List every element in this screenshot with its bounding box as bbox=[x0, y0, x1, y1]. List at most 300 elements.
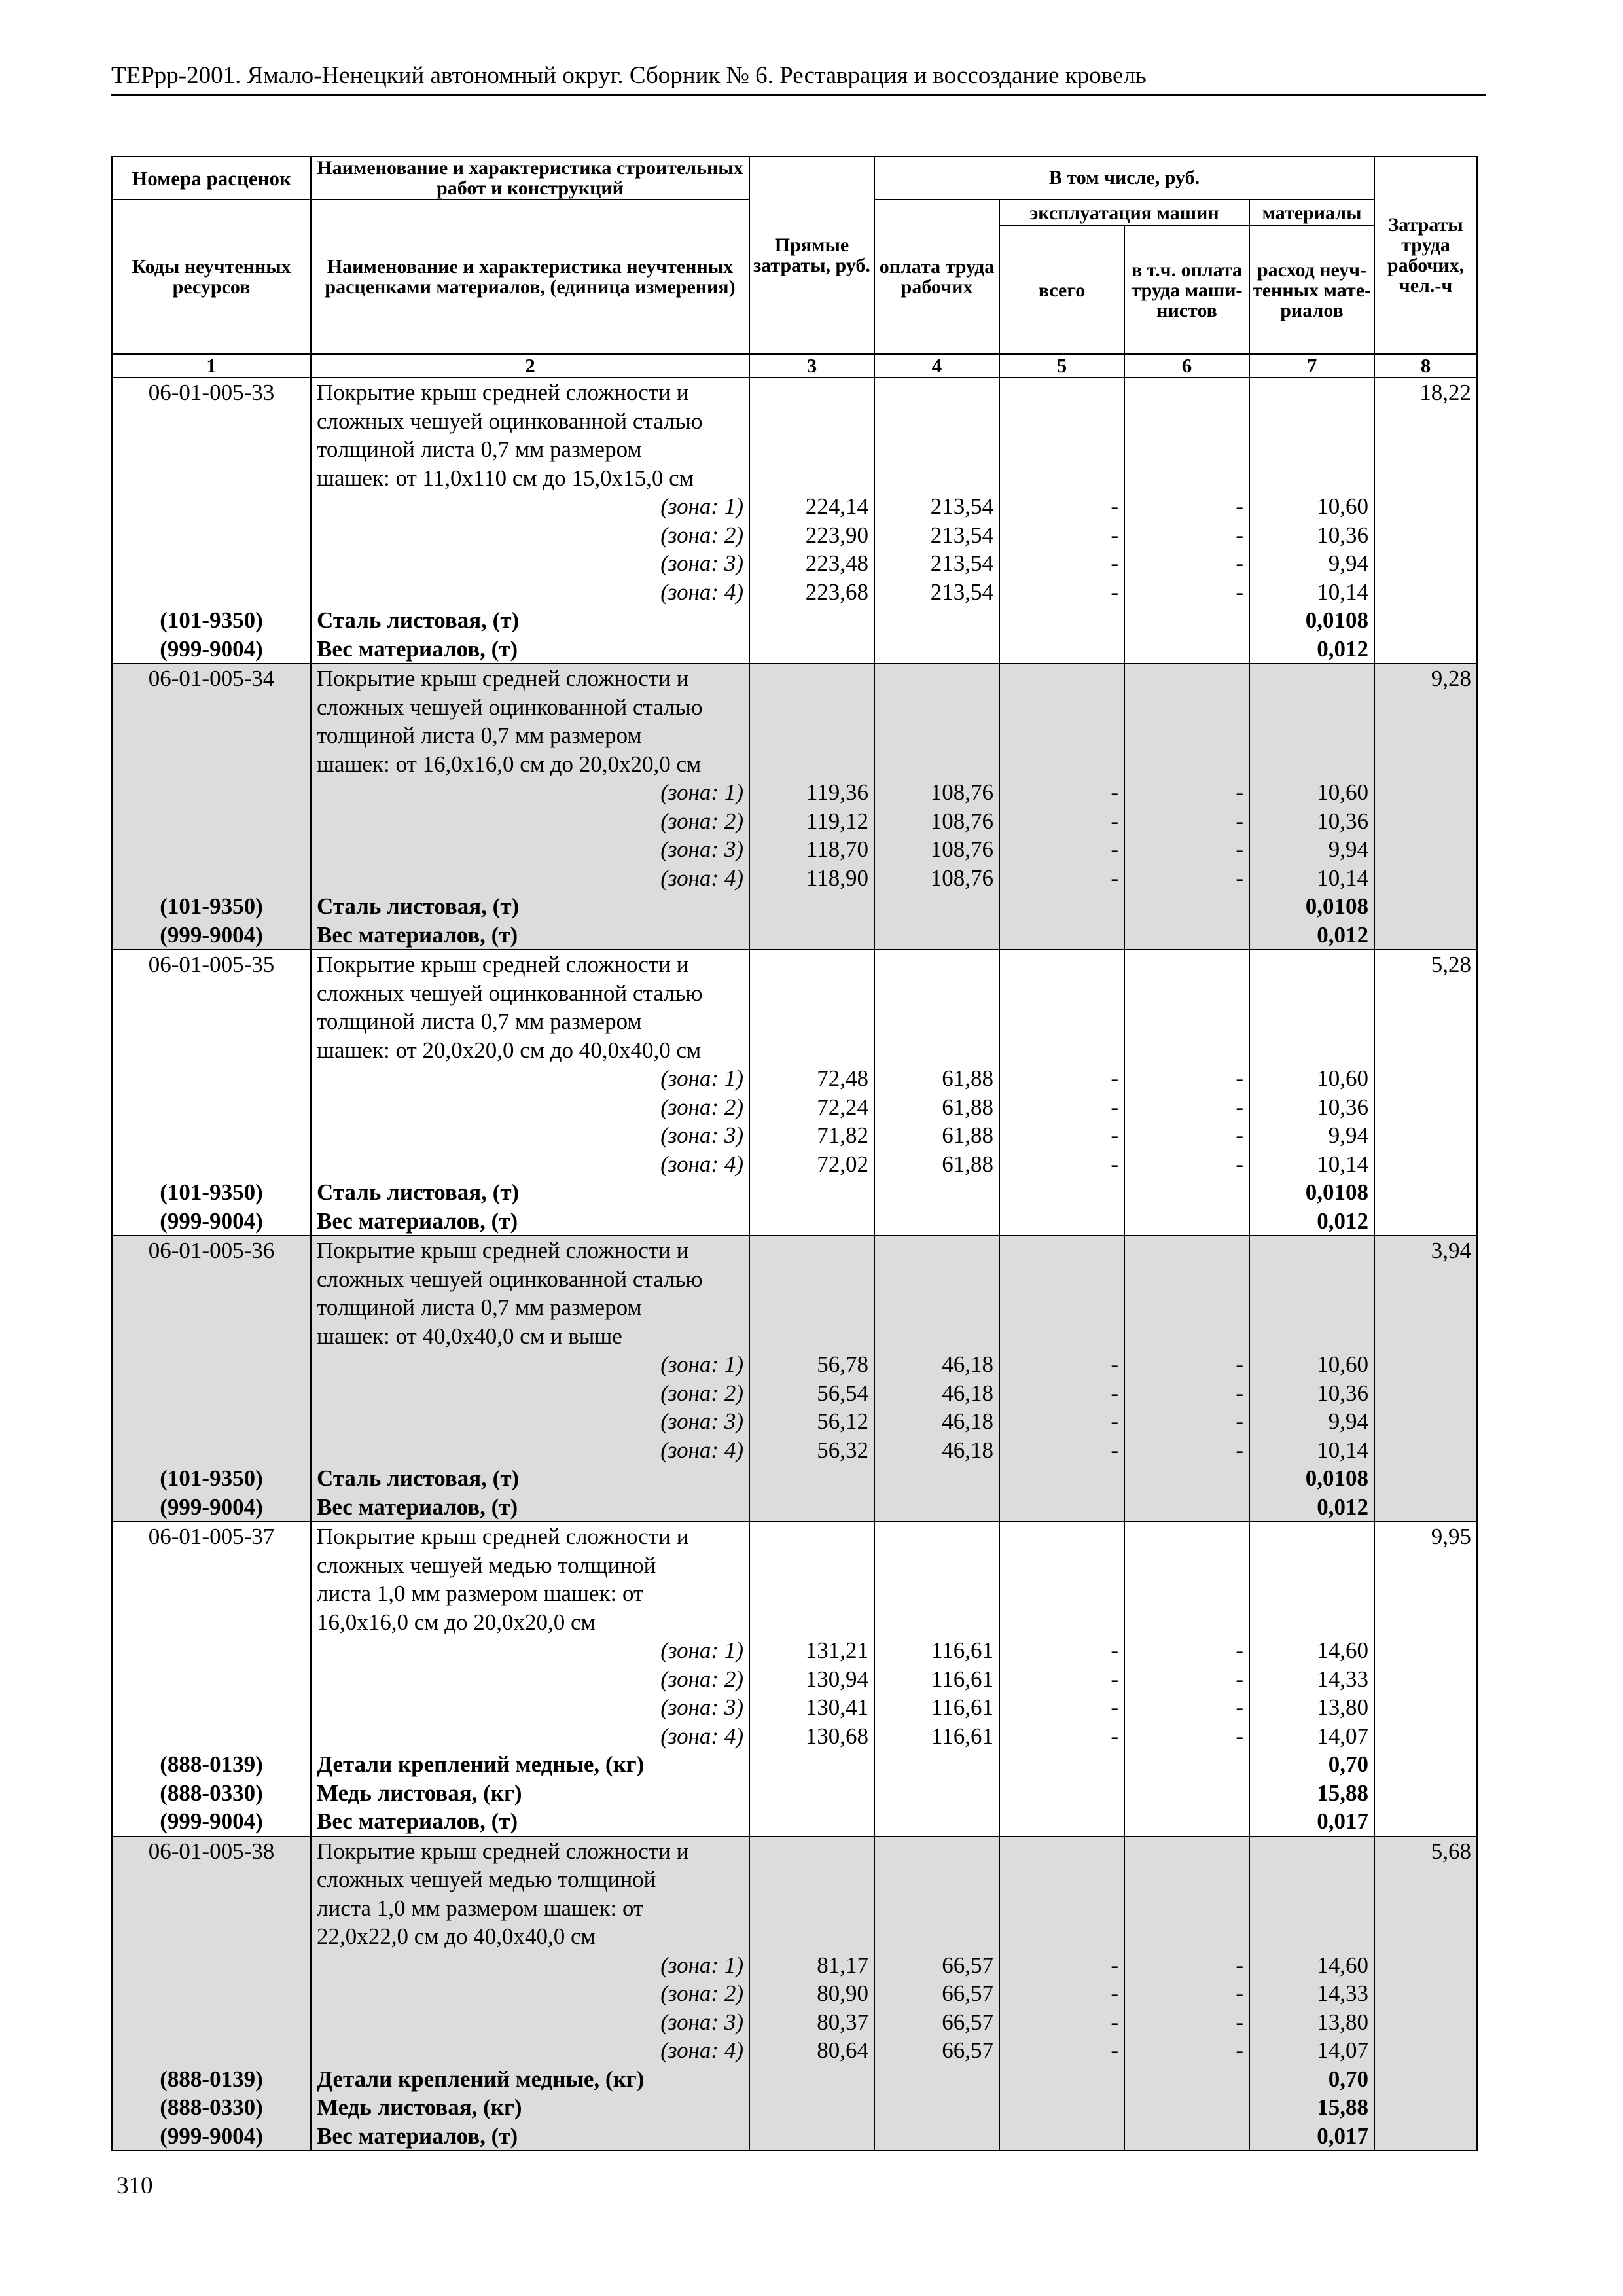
table-cell bbox=[112, 1064, 311, 1093]
resource-quantity: 0,0108 bbox=[1249, 1464, 1374, 1493]
table-cell bbox=[1124, 464, 1249, 493]
labor-pay-value: 108,76 bbox=[874, 778, 999, 807]
rate-description-row bbox=[112, 1522, 1477, 1551]
materials-value: 14,33 bbox=[1249, 1979, 1374, 2008]
table-cell bbox=[999, 1178, 1124, 1207]
table-cell bbox=[999, 1036, 1124, 1065]
labor-pay-value: 46,18 bbox=[874, 1350, 999, 1379]
table-cell bbox=[1124, 1922, 1249, 1951]
resource-row bbox=[112, 1750, 1477, 1779]
labor-pay-value: 66,57 bbox=[874, 1979, 999, 2008]
table-cell bbox=[112, 1036, 311, 1065]
materials-value: 9,94 bbox=[1249, 835, 1374, 864]
resource-code: (999-9004) bbox=[112, 2122, 311, 2151]
materials-value: 13,80 bbox=[1249, 1693, 1374, 1722]
labor-pay-value: 61,88 bbox=[874, 1064, 999, 1093]
zone-label: (зона: 1) bbox=[311, 1636, 749, 1665]
table-cell bbox=[1374, 1093, 1477, 1122]
table-cell bbox=[999, 1837, 1124, 1866]
zone-label: (зона: 2) bbox=[311, 1979, 749, 2008]
table-cell bbox=[1374, 492, 1477, 521]
table-cell bbox=[874, 1265, 999, 1294]
zone-row bbox=[112, 1979, 1477, 2008]
table-cell bbox=[1249, 1236, 1374, 1265]
table-cell bbox=[1124, 664, 1249, 693]
column-number: 1 bbox=[112, 354, 311, 378]
resource-row bbox=[112, 1779, 1477, 1808]
table-cell bbox=[112, 721, 311, 750]
rate-description-line: Покрытие крыш средней сложности и bbox=[311, 664, 749, 693]
table-cell bbox=[749, 921, 874, 950]
machines-total-value: - bbox=[999, 1636, 1124, 1665]
table-cell bbox=[1249, 1007, 1374, 1036]
table-cell bbox=[112, 464, 311, 493]
resource-quantity: 0,70 bbox=[1249, 1750, 1374, 1779]
zone-label: (зона: 4) bbox=[311, 1436, 749, 1465]
table-cell bbox=[999, 1493, 1124, 1522]
table-cell bbox=[1124, 407, 1249, 436]
table-cell bbox=[1374, 864, 1477, 893]
table-cell bbox=[999, 407, 1124, 436]
table-cell bbox=[749, 1322, 874, 1351]
table-cell bbox=[999, 635, 1124, 664]
resource-code: (888-0139) bbox=[112, 1750, 311, 1779]
zone-label: (зона: 1) bbox=[311, 778, 749, 807]
table-cell bbox=[112, 1951, 311, 1980]
table-cell bbox=[1374, 1979, 1477, 2008]
resource-name: Вес материалов, (т) bbox=[311, 2122, 749, 2151]
zone-row bbox=[112, 864, 1477, 893]
table-cell bbox=[1249, 750, 1374, 779]
resource-row bbox=[112, 1807, 1477, 1837]
table-cell bbox=[999, 1807, 1124, 1837]
labor-pay-value: 61,88 bbox=[874, 1150, 999, 1179]
table-cell bbox=[1374, 750, 1477, 779]
table-cell bbox=[874, 664, 999, 693]
rate-code: 06-01-005-38 bbox=[112, 1837, 311, 1866]
table-cell bbox=[1124, 1865, 1249, 1894]
zone-label: (зона: 2) bbox=[311, 1665, 749, 1694]
direct-cost-value: 56,54 bbox=[749, 1379, 874, 1408]
table-cell bbox=[1374, 2008, 1477, 2037]
table-cell bbox=[112, 1665, 311, 1694]
machines-total-value: - bbox=[999, 521, 1124, 550]
table-cell bbox=[1374, 407, 1477, 436]
table-cell bbox=[1374, 1807, 1477, 1837]
table-cell bbox=[999, 1750, 1124, 1779]
zone-row bbox=[112, 1350, 1477, 1379]
resource-quantity: 0,012 bbox=[1249, 635, 1374, 664]
resource-code: (101-9350) bbox=[112, 892, 311, 921]
labor-pay-value: 108,76 bbox=[874, 864, 999, 893]
machines-total-value: - bbox=[999, 1064, 1124, 1093]
table-cell bbox=[749, 979, 874, 1008]
table-cell bbox=[1249, 407, 1374, 436]
zone-label: (зона: 3) bbox=[311, 835, 749, 864]
table-cell bbox=[749, 1007, 874, 1036]
table-cell bbox=[1374, 1322, 1477, 1351]
zone-label: (зона: 3) bbox=[311, 549, 749, 578]
resource-name: Вес материалов, (т) bbox=[311, 1807, 749, 1837]
table-cell bbox=[1374, 1865, 1477, 1894]
resource-row bbox=[112, 606, 1477, 635]
table-cell bbox=[749, 1522, 874, 1551]
zone-label: (зона: 3) bbox=[311, 1693, 749, 1722]
machines-labor-value: - bbox=[1124, 807, 1249, 836]
table-cell bbox=[874, 1807, 999, 1837]
zone-label: (зона: 2) bbox=[311, 807, 749, 836]
rate-description-row bbox=[112, 378, 1477, 407]
table-cell bbox=[999, 750, 1124, 779]
header-materials: материалы bbox=[1249, 200, 1374, 226]
resource-code: (999-9004) bbox=[112, 1207, 311, 1236]
table-cell bbox=[1124, 1493, 1249, 1522]
resource-name: Медь листовая, (кг) bbox=[311, 1779, 749, 1808]
resource-name: Детали креплений медные, (кг) bbox=[311, 1750, 749, 1779]
resource-name: Сталь листовая, (т) bbox=[311, 1178, 749, 1207]
table-cell bbox=[112, 1922, 311, 1951]
table-cell bbox=[749, 2093, 874, 2122]
labor-hours-value: 9,28 bbox=[1374, 664, 1477, 693]
table-cell bbox=[1249, 1522, 1374, 1551]
materials-value: 10,36 bbox=[1249, 1379, 1374, 1408]
zone-label: (зона: 4) bbox=[311, 578, 749, 607]
direct-cost-value: 81,17 bbox=[749, 1951, 874, 1980]
table-cell bbox=[749, 750, 874, 779]
zone-label: (зона: 1) bbox=[311, 1064, 749, 1093]
labor-hours-value: 18,22 bbox=[1374, 378, 1477, 407]
header-resource-codes: Коды неучтенных ресурсов bbox=[112, 200, 311, 354]
table-cell bbox=[874, 1036, 999, 1065]
table-cell bbox=[999, 1579, 1124, 1608]
rate-code: 06-01-005-37 bbox=[112, 1522, 311, 1551]
zone-row bbox=[112, 578, 1477, 607]
table-cell bbox=[874, 1551, 999, 1580]
rate-description-line: сложных чешуей оцинкованной сталью bbox=[311, 407, 749, 436]
zone-row bbox=[112, 807, 1477, 836]
labor-pay-value: 213,54 bbox=[874, 492, 999, 521]
table-cell bbox=[874, 721, 999, 750]
table-cell bbox=[749, 378, 874, 407]
rate-description-line: шашек: от 40,0х40,0 см и выше bbox=[311, 1322, 749, 1351]
table-cell bbox=[1374, 693, 1477, 722]
rates-table bbox=[111, 156, 1478, 2151]
direct-cost-value: 131,21 bbox=[749, 1636, 874, 1665]
page-header: ТЕРрр-2001. Ямало-Ненецкий автономный округ. Сборник № 6. Реставрация и воссоздание кровель bbox=[111, 60, 1486, 96]
table-cell bbox=[1374, 1779, 1477, 1808]
table-cell bbox=[1249, 1894, 1374, 1923]
table-cell bbox=[749, 892, 874, 921]
resource-quantity: 0,012 bbox=[1249, 1207, 1374, 1236]
direct-cost-value: 80,37 bbox=[749, 2008, 874, 2037]
resource-quantity: 15,88 bbox=[1249, 1779, 1374, 1808]
direct-cost-value: 118,70 bbox=[749, 835, 874, 864]
rate-description-row bbox=[112, 1608, 1477, 1637]
header-rate-numbers: Номера расценок bbox=[112, 156, 311, 200]
materials-value: 9,94 bbox=[1249, 549, 1374, 578]
rate-description-row bbox=[112, 1894, 1477, 1923]
table-cell bbox=[1124, 1178, 1249, 1207]
direct-cost-value: 72,48 bbox=[749, 1064, 874, 1093]
table-cell bbox=[999, 921, 1124, 950]
table-cell bbox=[1124, 1293, 1249, 1322]
header-labor-pay: оплата труда рабочих bbox=[874, 200, 999, 354]
table-cell bbox=[1249, 950, 1374, 979]
rate-description-line: Покрытие крыш средней сложности и bbox=[311, 950, 749, 979]
machines-total-value: - bbox=[999, 578, 1124, 607]
rate-description-line: сложных чешуей оцинкованной сталью bbox=[311, 1265, 749, 1294]
resource-code: (101-9350) bbox=[112, 1464, 311, 1493]
labor-pay-value: 213,54 bbox=[874, 549, 999, 578]
rate-description-row bbox=[112, 1922, 1477, 1951]
table-cell bbox=[112, 549, 311, 578]
table-cell bbox=[749, 1894, 874, 1923]
table-cell bbox=[1374, 921, 1477, 950]
table-cell bbox=[749, 635, 874, 664]
machines-total-value: - bbox=[999, 1665, 1124, 1694]
resource-quantity: 0,0108 bbox=[1249, 892, 1374, 921]
table-cell bbox=[1124, 1007, 1249, 1036]
column-number: 2 bbox=[311, 354, 749, 378]
direct-cost-value: 56,32 bbox=[749, 1436, 874, 1465]
table-cell bbox=[1374, 1436, 1477, 1465]
table-cell bbox=[1124, 1036, 1249, 1065]
zone-label: (зона: 3) bbox=[311, 2008, 749, 2037]
rate-description-row bbox=[112, 664, 1477, 693]
table-cell bbox=[874, 1493, 999, 1522]
header-machine-ops: эксплуатация машин bbox=[999, 200, 1249, 226]
rate-code: 06-01-005-36 bbox=[112, 1236, 311, 1265]
zone-label: (зона: 4) bbox=[311, 1150, 749, 1179]
table-cell bbox=[112, 407, 311, 436]
table-cell bbox=[1124, 1579, 1249, 1608]
rate-description-row bbox=[112, 1036, 1477, 1065]
resource-quantity: 0,012 bbox=[1249, 1493, 1374, 1522]
labor-pay-value: 46,18 bbox=[874, 1436, 999, 1465]
direct-cost-value: 80,64 bbox=[749, 2036, 874, 2065]
table-cell bbox=[874, 1207, 999, 1236]
materials-value: 10,14 bbox=[1249, 1150, 1374, 1179]
table-cell bbox=[874, 979, 999, 1008]
machines-labor-value: - bbox=[1124, 1722, 1249, 1751]
zone-row bbox=[112, 1665, 1477, 1694]
table-cell bbox=[1374, 721, 1477, 750]
rate-description-row bbox=[112, 1265, 1477, 1294]
rate-description-row bbox=[112, 435, 1477, 464]
resource-quantity: 0,70 bbox=[1249, 2065, 1374, 2094]
direct-cost-value: 224,14 bbox=[749, 492, 874, 521]
table-cell bbox=[1374, 1894, 1477, 1923]
table-cell bbox=[1124, 921, 1249, 950]
table-cell bbox=[1374, 1379, 1477, 1408]
table-cell bbox=[1374, 606, 1477, 635]
rate-description-row bbox=[112, 750, 1477, 779]
machines-labor-value: - bbox=[1124, 492, 1249, 521]
zone-label: (зона: 1) bbox=[311, 1350, 749, 1379]
resource-name: Вес материалов, (т) bbox=[311, 921, 749, 950]
direct-cost-value: 72,02 bbox=[749, 1150, 874, 1179]
zone-label: (зона: 1) bbox=[311, 492, 749, 521]
machines-total-value: - bbox=[999, 549, 1124, 578]
labor-hours-value: 5,68 bbox=[1374, 1837, 1477, 1866]
direct-cost-value: 80,90 bbox=[749, 1979, 874, 2008]
machines-labor-value: - bbox=[1124, 864, 1249, 893]
resource-code: (999-9004) bbox=[112, 1807, 311, 1837]
resource-row bbox=[112, 1207, 1477, 1236]
table-cell bbox=[1374, 1951, 1477, 1980]
table-cell bbox=[749, 1922, 874, 1951]
machines-labor-value: - bbox=[1124, 1093, 1249, 1122]
table-cell bbox=[1124, 1551, 1249, 1580]
machines-labor-value: - bbox=[1124, 1379, 1249, 1408]
table-cell bbox=[1124, 378, 1249, 407]
zone-row bbox=[112, 1064, 1477, 1093]
table-cell bbox=[1249, 721, 1374, 750]
zone-row bbox=[112, 1693, 1477, 1722]
table-cell bbox=[112, 1608, 311, 1637]
materials-value: 10,60 bbox=[1249, 1350, 1374, 1379]
column-number: 6 bbox=[1124, 354, 1249, 378]
direct-cost-value: 223,68 bbox=[749, 578, 874, 607]
table-cell bbox=[874, 693, 999, 722]
resource-name: Сталь листовая, (т) bbox=[311, 892, 749, 921]
rate-description-line: толщиной листа 0,7 мм размером bbox=[311, 1007, 749, 1036]
table-cell bbox=[1124, 1608, 1249, 1637]
table-cell bbox=[1374, 2093, 1477, 2122]
table-cell bbox=[749, 1265, 874, 1294]
rate-description-line: толщиной листа 0,7 мм размером bbox=[311, 1293, 749, 1322]
labor-pay-value: 116,61 bbox=[874, 1722, 999, 1751]
table-cell bbox=[1374, 1608, 1477, 1637]
table-cell bbox=[874, 1464, 999, 1493]
direct-cost-value: 130,94 bbox=[749, 1665, 874, 1694]
rate-description-line: 16,0х16,0 см до 20,0х20,0 см bbox=[311, 1608, 749, 1637]
labor-pay-value: 46,18 bbox=[874, 1407, 999, 1436]
column-number: 7 bbox=[1249, 354, 1374, 378]
table-cell bbox=[1124, 2122, 1249, 2151]
rate-description-line: шашек: от 11,0х110 см до 15,0х15,0 см bbox=[311, 464, 749, 493]
table-cell bbox=[1249, 1293, 1374, 1322]
resource-name: Вес материалов, (т) bbox=[311, 635, 749, 664]
machines-total-value: - bbox=[999, 807, 1124, 836]
zone-label: (зона: 1) bbox=[311, 1951, 749, 1980]
table-cell bbox=[749, 464, 874, 493]
table-cell bbox=[1249, 1322, 1374, 1351]
zone-row bbox=[112, 1722, 1477, 1751]
table-cell bbox=[112, 1150, 311, 1179]
table-cell bbox=[999, 378, 1124, 407]
table-cell bbox=[999, 464, 1124, 493]
resource-code: (999-9004) bbox=[112, 921, 311, 950]
table-cell bbox=[1249, 1922, 1374, 1951]
table-cell bbox=[874, 1579, 999, 1608]
rate-description-row bbox=[112, 1865, 1477, 1894]
table-cell bbox=[749, 407, 874, 436]
labor-pay-value: 66,57 bbox=[874, 2036, 999, 2065]
materials-value: 10,36 bbox=[1249, 521, 1374, 550]
table-cell bbox=[1249, 1608, 1374, 1637]
resource-row bbox=[112, 2093, 1477, 2122]
table-cell bbox=[1124, 635, 1249, 664]
machines-labor-value: - bbox=[1124, 1979, 1249, 2008]
column-number: 5 bbox=[999, 354, 1124, 378]
rate-description-row bbox=[112, 1551, 1477, 1580]
rate-description-row bbox=[112, 1837, 1477, 1866]
direct-cost-value: 223,48 bbox=[749, 549, 874, 578]
table-cell bbox=[749, 1779, 874, 1808]
table-cell bbox=[1374, 521, 1477, 550]
labor-hours-value: 3,94 bbox=[1374, 1236, 1477, 1265]
table-cell bbox=[874, 950, 999, 979]
labor-pay-value: 116,61 bbox=[874, 1636, 999, 1665]
table-cell bbox=[749, 2122, 874, 2151]
materials-value: 14,60 bbox=[1249, 1951, 1374, 1980]
materials-value: 10,60 bbox=[1249, 778, 1374, 807]
rate-description-line: Покрытие крыш средней сложности и bbox=[311, 378, 749, 407]
table-cell bbox=[874, 1750, 999, 1779]
table-cell bbox=[999, 979, 1124, 1008]
labor-pay-value: 66,57 bbox=[874, 2008, 999, 2037]
materials-value: 10,14 bbox=[1249, 864, 1374, 893]
header-material-name: Наименование и характеристика неучтенных расценками материалов, (единица измерения) bbox=[311, 200, 749, 354]
table-cell bbox=[1249, 1551, 1374, 1580]
table-cell bbox=[749, 664, 874, 693]
table-cell bbox=[112, 693, 311, 722]
table-cell bbox=[1124, 2093, 1249, 2122]
machines-labor-value: - bbox=[1124, 549, 1249, 578]
machines-total-value: - bbox=[999, 1436, 1124, 1465]
table-cell bbox=[112, 1007, 311, 1036]
machines-labor-value: - bbox=[1124, 1350, 1249, 1379]
machines-labor-value: - bbox=[1124, 2036, 1249, 2065]
table-cell bbox=[1249, 378, 1374, 407]
labor-pay-value: 108,76 bbox=[874, 835, 999, 864]
table-cell bbox=[999, 1265, 1124, 1294]
zone-row bbox=[112, 492, 1477, 521]
rate-description-row bbox=[112, 693, 1477, 722]
rate-description-row bbox=[112, 1579, 1477, 1608]
resource-row bbox=[112, 2065, 1477, 2094]
zone-row bbox=[112, 1436, 1477, 1465]
table-cell bbox=[999, 1207, 1124, 1236]
table-cell bbox=[1124, 1894, 1249, 1923]
table-cell bbox=[1374, 1551, 1477, 1580]
labor-pay-value: 116,61 bbox=[874, 1665, 999, 1694]
direct-cost-value: 119,36 bbox=[749, 778, 874, 807]
table-cell bbox=[874, 1779, 999, 1808]
table-cell bbox=[112, 807, 311, 836]
materials-value: 9,94 bbox=[1249, 1121, 1374, 1150]
resource-code: (999-9004) bbox=[112, 635, 311, 664]
labor-hours-value: 5,28 bbox=[1374, 950, 1477, 979]
table-cell bbox=[1374, 549, 1477, 578]
resource-code: (888-0330) bbox=[112, 1779, 311, 1808]
header-direct-costs: Прямые затраты, руб. bbox=[749, 156, 874, 354]
table-cell bbox=[749, 721, 874, 750]
zone-row bbox=[112, 521, 1477, 550]
machines-labor-value: - bbox=[1124, 1693, 1249, 1722]
table-cell bbox=[1374, 464, 1477, 493]
table-cell bbox=[1374, 1636, 1477, 1665]
table-cell bbox=[874, 2093, 999, 2122]
machines-total-value: - bbox=[999, 1951, 1124, 1980]
machines-total-value: - bbox=[999, 1407, 1124, 1436]
table-cell bbox=[1249, 979, 1374, 1008]
zone-row bbox=[112, 1150, 1477, 1179]
table-cell bbox=[1249, 1865, 1374, 1894]
machines-total-value: - bbox=[999, 864, 1124, 893]
resource-quantity: 15,88 bbox=[1249, 2093, 1374, 2122]
